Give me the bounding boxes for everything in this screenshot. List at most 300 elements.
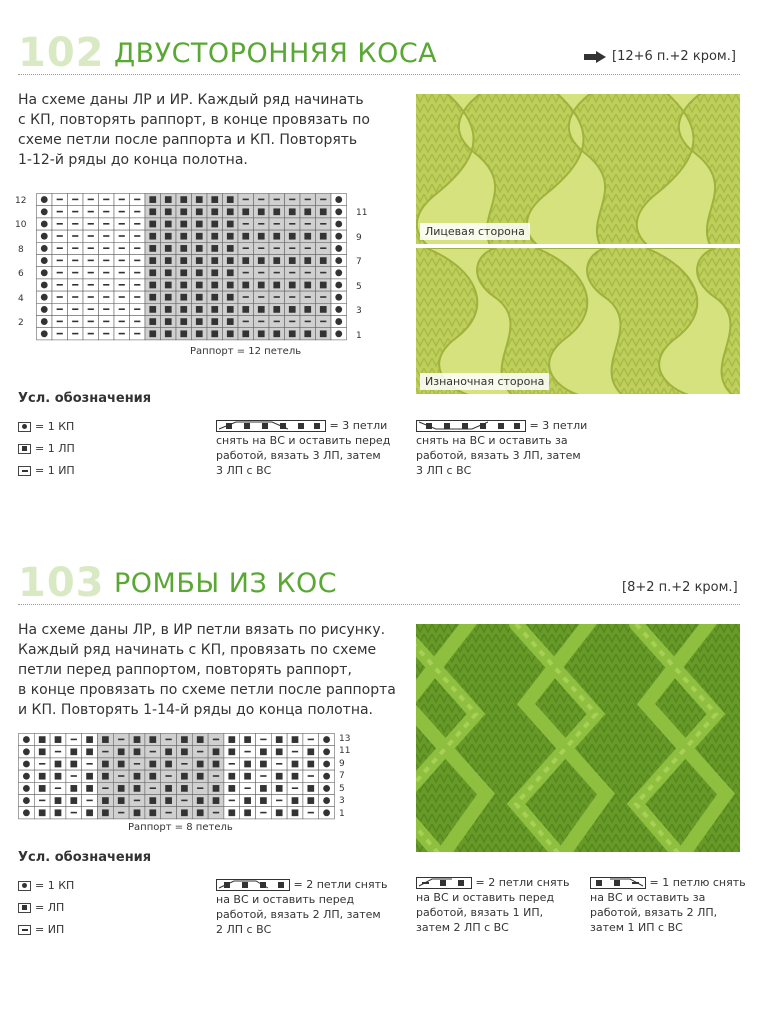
stitch-mark (181, 800, 187, 802)
stitch-mark (289, 208, 296, 215)
legend-item (18, 879, 74, 892)
stitch-mark (55, 751, 61, 753)
stitch-mark (88, 333, 94, 335)
row-label: 9 (356, 233, 362, 243)
stitch-mark (180, 208, 187, 215)
stitch-mark (289, 296, 295, 298)
stitch-mark (304, 233, 311, 240)
stitch-mark (196, 282, 203, 289)
legend-line: затем 1 ИП с ВС (590, 921, 683, 934)
row-label: 6 (18, 269, 24, 279)
stitch-mark (23, 809, 30, 816)
stitch-mark (134, 321, 140, 323)
knit-edge-symbol (18, 881, 31, 891)
stitch-mark (118, 748, 125, 755)
stitch-mark (228, 736, 235, 743)
stitch-mark (289, 330, 296, 337)
stitch-mark (165, 739, 171, 741)
stitch-mark (134, 773, 141, 780)
stitch-mark (274, 321, 280, 323)
stitch-mark (103, 284, 109, 286)
stitch-mark (180, 196, 187, 203)
legend-item (18, 901, 64, 914)
stitch-mark (119, 247, 125, 249)
stitch-mark (289, 223, 295, 225)
stitch-mark (70, 785, 77, 792)
stitch-mark (244, 761, 251, 768)
gauge-text: [8+2 п.+2 кром.] (622, 580, 738, 595)
stitch-mark (227, 208, 234, 215)
stitch-mark (165, 785, 172, 792)
stitch-mark (134, 736, 141, 743)
stitch-mark (258, 223, 264, 225)
legend-line: 2 ЛП с ВС (216, 923, 272, 936)
stitch-mark (320, 321, 326, 323)
legend-label: = 1 ИП (35, 464, 75, 477)
stitch-mark (289, 321, 295, 323)
stitch-mark (289, 257, 296, 264)
stitch-mark (243, 223, 249, 225)
stitch-mark (242, 282, 249, 289)
stitch-mark (335, 233, 342, 240)
stitch-mark (134, 333, 140, 335)
stitch-mark (57, 235, 63, 237)
stitch-mark (57, 260, 63, 262)
stitch-mark (41, 221, 48, 228)
intro-line: На схеме даны ЛР и ИР. Каждый ряд начинать (18, 92, 364, 108)
intro-line: петли перед раппортом, повторять раппорт, (18, 662, 352, 678)
stitch-mark (211, 221, 218, 228)
stitch-mark (41, 208, 48, 215)
stitch-mark (41, 294, 48, 301)
stitch-mark (119, 223, 125, 225)
stitch-mark (260, 748, 267, 755)
stitch-mark (289, 272, 295, 274)
stitch-mark (258, 247, 264, 249)
row-label: 2 (18, 318, 24, 328)
stitch-mark (72, 260, 78, 262)
stitch-mark (72, 223, 78, 225)
stitch-mark (23, 748, 30, 755)
stitch-mark (304, 330, 311, 337)
stitch-mark (196, 318, 203, 325)
stitch-mark (335, 221, 342, 228)
stitch-mark (323, 797, 330, 804)
stitch-mark (196, 257, 203, 264)
stitch-mark (57, 272, 63, 274)
stitch-mark (305, 199, 311, 201)
stitch-mark (211, 282, 218, 289)
row-label: 4 (18, 294, 24, 304)
stitch-mark (180, 282, 187, 289)
legend-line (216, 877, 406, 892)
intro-text (18, 620, 410, 720)
stitch-mark (118, 785, 125, 792)
stitch-mark (88, 321, 94, 323)
stitch-mark (134, 260, 140, 262)
stitch-mark (103, 260, 109, 262)
stitch-mark (180, 221, 187, 228)
cable-back-legend (416, 418, 606, 478)
stitch-mark (149, 233, 156, 240)
stitch-mark (150, 751, 156, 753)
stitch-mark (242, 330, 249, 337)
stitch-mark (134, 272, 140, 274)
stitch-mark (320, 330, 327, 337)
stitch-mark (211, 294, 218, 301)
stitch-mark (227, 318, 234, 325)
stitch-mark (72, 284, 78, 286)
stitch-mark (308, 775, 314, 777)
stitch-mark (180, 233, 187, 240)
stitch-mark (103, 223, 109, 225)
stitch-mark (39, 800, 45, 802)
stitch-mark (119, 284, 125, 286)
stitch-mark (320, 272, 326, 274)
stitch-mark (276, 773, 283, 780)
stitch-mark (86, 773, 93, 780)
row-label: 5 (339, 784, 345, 794)
stitch-mark (211, 257, 218, 264)
legend-label: = 1 петлю снять (649, 876, 746, 889)
stitch-mark (55, 797, 62, 804)
stitch-mark (196, 269, 203, 276)
stitch-mark (274, 272, 280, 274)
stitch-mark (323, 785, 330, 792)
stitch-mark (103, 199, 109, 201)
legend-item (18, 923, 64, 936)
stitch-mark (196, 294, 203, 301)
stitch-mark (258, 233, 265, 240)
stitch-mark (292, 787, 298, 789)
stitch-mark (320, 199, 326, 201)
stitch-mark (273, 306, 280, 313)
stitch-mark (119, 308, 125, 310)
stitch-mark (243, 321, 249, 323)
stitch-mark (244, 797, 251, 804)
stitch-mark (88, 296, 94, 298)
stitch-mark (149, 797, 156, 804)
stitch-mark (273, 282, 280, 289)
stitch-mark (23, 797, 30, 804)
stitch-mark (41, 306, 48, 313)
legend-line (416, 875, 586, 890)
stitch-mark (307, 797, 314, 804)
stitch-mark (244, 773, 251, 780)
stitch-mark (196, 306, 203, 313)
legend-line: работой, вязать 2 ЛП, (590, 906, 718, 919)
stitch-mark (88, 247, 94, 249)
stitch-mark (260, 785, 267, 792)
stitch-mark (181, 748, 188, 755)
stitch-mark (149, 294, 156, 301)
legend-line: работой, вязать 2 ЛП, затем (216, 908, 381, 921)
stitch-mark (228, 748, 235, 755)
stitch-mark (335, 318, 342, 325)
stitch-mark (260, 797, 267, 804)
stitch-mark (165, 318, 172, 325)
stitch-mark (243, 296, 249, 298)
stitch-mark (258, 208, 265, 215)
pattern-number: 103 (18, 560, 105, 606)
stitch-mark (228, 773, 235, 780)
right-arrow-icon (584, 51, 606, 63)
stitch-mark (292, 751, 298, 753)
stitch-mark (260, 739, 266, 741)
intro-text (18, 90, 398, 170)
stitch-mark (213, 739, 219, 741)
stitch-mark (165, 330, 172, 337)
stitch-mark (320, 208, 327, 215)
stitch-mark (134, 785, 141, 792)
stitch-mark (41, 318, 48, 325)
legend-label: = 2 петли снять (293, 878, 388, 891)
stitch-mark (308, 739, 314, 741)
stitch-mark (335, 245, 342, 252)
stitch-mark (119, 199, 125, 201)
stitch-mark (320, 282, 327, 289)
row-label: 7 (356, 257, 362, 267)
knit-photo-front (416, 94, 740, 244)
stitch-mark (39, 809, 46, 816)
stitch-mark (86, 785, 93, 792)
stitch-mark (72, 272, 78, 274)
stitch-mark (274, 199, 280, 201)
stitch-mark (244, 809, 251, 816)
stitch-mark (103, 308, 109, 310)
stitch-mark (88, 235, 94, 237)
stitch-mark (305, 296, 311, 298)
stitch-mark (88, 260, 94, 262)
stitch-mark (276, 736, 283, 743)
stitch-mark (243, 247, 249, 249)
stitch-mark (134, 223, 140, 225)
stitch-mark (243, 272, 249, 274)
stitch-mark (72, 321, 78, 323)
stitch-mark (102, 787, 108, 789)
stitch-mark (41, 245, 48, 252)
stitch-mark (165, 196, 172, 203)
stitch-mark (197, 736, 204, 743)
stitch-mark (228, 785, 235, 792)
stitch-mark (274, 296, 280, 298)
stitch-mark (305, 247, 311, 249)
stitch-mark (276, 809, 283, 816)
stitch-mark (23, 761, 30, 768)
stitch-mark (197, 809, 204, 816)
rapport-label: Раппорт = 8 петель (128, 822, 233, 833)
stitch-mark (57, 211, 63, 213)
stitch-mark (57, 247, 63, 249)
stitch-mark (149, 208, 156, 215)
stitch-mark (149, 761, 156, 768)
stitch-mark (289, 306, 296, 313)
stitch-mark (273, 233, 280, 240)
stitch-mark (165, 797, 172, 804)
stitch-mark (103, 321, 109, 323)
stitch-mark (197, 797, 204, 804)
stitch-mark (335, 282, 342, 289)
stitch-mark (71, 812, 77, 814)
knit-stitch-symbol (18, 903, 31, 913)
row-label: 13 (339, 734, 351, 744)
stitch-mark (320, 223, 326, 225)
stitch-mark (181, 763, 187, 765)
stitch-mark (149, 809, 156, 816)
stitch-mark (149, 736, 156, 743)
stitch-mark (211, 245, 218, 252)
legend-line: на ВС и оставить перед (216, 893, 355, 906)
stitch-mark (23, 736, 30, 743)
stitch-mark (320, 306, 327, 313)
stitch-mark (41, 269, 48, 276)
gauge (584, 49, 736, 64)
legend-line: 3 ЛП с ВС (216, 464, 272, 477)
stitch-chart (36, 193, 354, 343)
stitch-mark (211, 269, 218, 276)
legend-label: = ЛП (35, 901, 65, 914)
stitch-mark (196, 233, 203, 240)
row-label: 12 (15, 196, 27, 206)
row-label: 11 (356, 208, 368, 218)
stitch-mark (323, 761, 330, 768)
stitch-mark (227, 330, 234, 337)
stitch-mark (244, 736, 251, 743)
stitch-mark (307, 761, 314, 768)
legend-line (590, 875, 750, 890)
stitch-mark (102, 736, 109, 743)
stitch-mark (227, 257, 234, 264)
stitch-mark (72, 308, 78, 310)
legend-item (18, 442, 75, 455)
stitch-mark (181, 773, 188, 780)
stitch-mark (211, 306, 218, 313)
stitch-mark (57, 333, 63, 335)
knit-edge-symbol (18, 422, 31, 432)
row-label: 3 (339, 796, 345, 806)
photo-caption: Изнаночная сторона (420, 373, 549, 390)
stitch-mark (72, 333, 78, 335)
stitch-chart (18, 733, 336, 823)
stitch-mark (243, 199, 249, 201)
stitch-mark (276, 785, 283, 792)
stitch-mark (227, 306, 234, 313)
stitch-mark (71, 739, 77, 741)
stitch-mark (180, 294, 187, 301)
legend-line: 3 ЛП с ВС (416, 464, 472, 477)
row-label: 10 (15, 220, 27, 230)
stitch-mark (196, 208, 203, 215)
stitch-mark (72, 211, 78, 213)
stitch-mark (134, 308, 140, 310)
stitch-mark (260, 812, 266, 814)
legend-title: Усл. обозначения (18, 391, 152, 406)
stitch-mark (242, 233, 249, 240)
stitch-mark (258, 306, 265, 313)
stitch-mark (292, 809, 299, 816)
stitch-mark (165, 306, 172, 313)
legend-label: = 2 петли снять (475, 876, 570, 889)
stitch-mark (103, 235, 109, 237)
purl-stitch-symbol (18, 925, 31, 935)
stitch-mark (165, 221, 172, 228)
row-label: 9 (339, 759, 345, 769)
stitch-mark (323, 736, 330, 743)
stitch-mark (258, 272, 264, 274)
stitch-mark (119, 333, 125, 335)
stitch-mark (103, 333, 109, 335)
stitch-mark (55, 787, 61, 789)
stitch-mark (196, 221, 203, 228)
legend-label: = 1 ЛП (35, 442, 75, 455)
stitch-mark (165, 257, 172, 264)
stitch-mark (320, 247, 326, 249)
pattern-title: РОМБЫ ИЗ КОС (114, 568, 338, 599)
stitch-mark (102, 809, 109, 816)
stitch-mark (289, 233, 296, 240)
stitch-mark (211, 208, 218, 215)
pattern-number: 102 (18, 30, 105, 76)
stitch-mark (39, 736, 46, 743)
stitch-mark (304, 282, 311, 289)
stitch-mark (165, 812, 171, 814)
stitch-mark (211, 233, 218, 240)
stitch-mark (55, 773, 62, 780)
stitch-mark (57, 284, 63, 286)
stitch-mark (119, 296, 125, 298)
intro-line: в конце провязать по схеме петли после раппорта (18, 682, 396, 698)
stitch-mark (258, 257, 265, 264)
stitch-mark (57, 308, 63, 310)
knit-photo-back (416, 248, 740, 394)
stitch-mark (134, 247, 140, 249)
gauge-text: [12+6 п.+2 кром.] (612, 49, 736, 64)
stitch-mark (149, 282, 156, 289)
legend-line (416, 418, 606, 433)
stitch-mark (227, 269, 234, 276)
legend-label: = 3 петли (329, 419, 388, 432)
stitch-mark (181, 785, 188, 792)
stitch-mark (57, 321, 63, 323)
stitch-mark (165, 775, 171, 777)
stitch-mark (149, 773, 156, 780)
stitch-mark (103, 211, 109, 213)
stitch-mark (258, 321, 264, 323)
stitch-mark (273, 208, 280, 215)
legend-line: работой, вязать 3 ЛП, затем (216, 449, 381, 462)
cable-back-purl-legend (590, 875, 750, 935)
stitch-mark (149, 306, 156, 313)
stitch-mark (180, 245, 187, 252)
stitch-mark (41, 196, 48, 203)
stitch-mark (118, 775, 124, 777)
row-label: 5 (356, 282, 362, 292)
legend-label: = 1 КП (35, 420, 75, 433)
stitch-mark (273, 257, 280, 264)
stitch-mark (149, 257, 156, 264)
stitch-mark (119, 211, 125, 213)
stitch-mark (165, 208, 172, 215)
stitch-mark (88, 199, 94, 201)
stitch-mark (227, 294, 234, 301)
stitch-mark (55, 809, 62, 816)
stitch-mark (57, 223, 63, 225)
stitch-mark (244, 787, 250, 789)
stitch-mark (213, 748, 220, 755)
stitch-mark (335, 306, 342, 313)
stitch-mark (149, 318, 156, 325)
intro-line: и КП. Повторять 1-14-й ряды до конца полотна. (18, 702, 374, 718)
